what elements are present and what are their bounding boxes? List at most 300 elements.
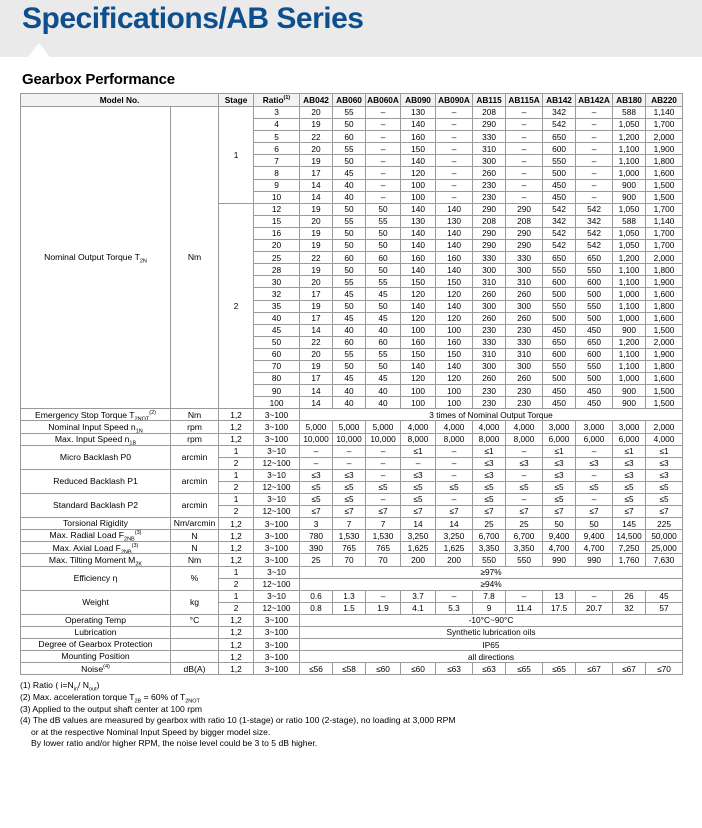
torque-AB220: 1,600 [646, 312, 683, 324]
value-AB115A: ≤3 [506, 457, 543, 469]
stage-cell: 1 [219, 590, 254, 602]
value-AB042: 390 [300, 542, 333, 554]
value-AB115: ≤7 [473, 506, 506, 518]
footnote-2: (2) Max. acceleration torque $T_{2B} = 60\%$ of $T_{2NOT}$ [20, 692, 200, 705]
torque-AB220: 2,000 [646, 336, 683, 348]
value-AB142A: 4,700 [576, 542, 613, 554]
value-AB220: ≤5 [646, 494, 683, 506]
value-AB090A: – [436, 469, 473, 481]
torque-AB042: 20 [300, 215, 333, 227]
torque-AB042: 14 [300, 324, 333, 336]
header-model-no: Model No. [21, 94, 219, 107]
torque-AB060: 60 [333, 252, 366, 264]
torque-AB115: 330 [473, 252, 506, 264]
torque-AB060A: 50 [366, 227, 401, 239]
value-AB115A: – [506, 445, 543, 457]
torque-AB142: 450 [543, 397, 576, 409]
value-AB115: 25 [473, 518, 506, 530]
value-AB090A: 4,000 [436, 421, 473, 433]
table-row [21, 421, 683, 433]
torque-AB220: 1,700 [646, 227, 683, 239]
ratio-cell: 3~100 [254, 627, 300, 639]
value-AB060A: 1,530 [366, 530, 401, 542]
row-unit: kg [171, 590, 219, 614]
value-AB115: 6,700 [473, 530, 506, 542]
row-label: Lubrication [21, 627, 171, 639]
torque-AB220: 1,600 [646, 288, 683, 300]
row-label: Degree of Gearbox Protection [21, 639, 171, 651]
value-AB115A: ≤7 [506, 506, 543, 518]
torque-AB090: 130 [401, 107, 436, 119]
torque-AB142: 500 [543, 312, 576, 324]
stage-cell: 1,2 [219, 530, 254, 542]
value-AB042: – [300, 457, 333, 469]
value-AB115A: 25 [506, 518, 543, 530]
ratio-cell: 12 [254, 203, 300, 215]
torque-AB115: 330 [473, 336, 506, 348]
value-AB090: 4,000 [401, 421, 436, 433]
value-AB090: ≤5 [401, 494, 436, 506]
value-AB060: ≤5 [333, 494, 366, 506]
stage-cell: 1,2 [219, 627, 254, 639]
value-AB090: ≤3 [401, 469, 436, 481]
footnote-4: (4) The dB values are measured by gearbox with ratio 10 (1-stage) or ratio 100 (2-stage), no loading at 3,000 RPM [20, 715, 456, 726]
torque-AB180: 1,100 [613, 300, 646, 312]
value-AB180: 3,000 [613, 421, 646, 433]
torque-AB090: 150 [401, 276, 436, 288]
header-model-AB115A: AB115A [506, 94, 543, 107]
value-AB060: 7 [333, 518, 366, 530]
torque-AB142A: – [576, 191, 613, 203]
row-label: Nominal Input Speed $n_{1N}$ [21, 421, 171, 433]
value-AB060: 1,530 [333, 530, 366, 542]
torque-AB060A: – [366, 167, 401, 179]
row-unit: rpm [171, 421, 219, 433]
value-AB042: ≤5 [300, 494, 333, 506]
row-unit: dB(A) [171, 663, 219, 675]
value-AB060: – [333, 457, 366, 469]
value-AB060A: 1.9 [366, 602, 401, 614]
torque-AB060: 50 [333, 227, 366, 239]
ratio-cell: 100 [254, 397, 300, 409]
torque-AB060A: – [366, 179, 401, 191]
stage-cell: 1,2 [219, 554, 254, 566]
merged-value-cell: ≥94% [300, 578, 683, 590]
header-model-AB220: AB220 [646, 94, 683, 107]
value-AB060A: – [366, 445, 401, 457]
torque-AB115: 310 [473, 276, 506, 288]
torque-AB042: 17 [300, 288, 333, 300]
value-AB180: ≤3 [613, 457, 646, 469]
stage-cell: 2 [219, 506, 254, 518]
torque-AB090A: – [436, 131, 473, 143]
merged-value-cell: ≥97% [300, 566, 683, 578]
torque-AB042: 22 [300, 131, 333, 143]
torque-AB090: 100 [401, 397, 436, 409]
torque-AB042: 19 [300, 240, 333, 252]
value-AB115: 7.8 [473, 590, 506, 602]
stage-cell: 1,2 [219, 421, 254, 433]
value-AB180: 6,000 [613, 433, 646, 445]
value-AB115A: 8,000 [506, 433, 543, 445]
torque-AB115A: – [506, 179, 543, 191]
torque-AB142A: 542 [576, 240, 613, 252]
value-AB090: ≤7 [401, 506, 436, 518]
value-AB142A: ≤3 [576, 457, 613, 469]
torque-AB220: 1,700 [646, 240, 683, 252]
ratio-cell: 40 [254, 312, 300, 324]
torque-AB060A: 55 [366, 348, 401, 360]
value-AB115A: ≤5 [506, 481, 543, 493]
value-AB115: 4,000 [473, 421, 506, 433]
torque-AB142: 500 [543, 373, 576, 385]
row-label: Noise$^{(4)}$ [21, 663, 171, 675]
torque-AB090: 160 [401, 252, 436, 264]
torque-AB060: 50 [333, 264, 366, 276]
value-AB180: 32 [613, 602, 646, 614]
torque-AB042: 17 [300, 373, 333, 385]
torque-AB115: 260 [473, 373, 506, 385]
stage-cell: 1,2 [219, 614, 254, 626]
header-model-AB180: AB180 [613, 94, 646, 107]
value-AB060: – [333, 445, 366, 457]
ratio-cell: 12~100 [254, 457, 300, 469]
ratio-cell: 6 [254, 143, 300, 155]
torque-AB115A: 290 [506, 203, 543, 215]
header-stage: Stage [219, 94, 254, 107]
value-AB115: ≤5 [473, 494, 506, 506]
torque-AB060: 45 [333, 288, 366, 300]
row-unit [171, 651, 219, 663]
torque-AB142A: 342 [576, 215, 613, 227]
torque-AB142A: 550 [576, 360, 613, 372]
header-model-AB042: AB042 [300, 94, 333, 107]
merged-value-cell: all directions [300, 651, 683, 663]
torque-AB115A: 300 [506, 264, 543, 276]
torque-AB220: 1,500 [646, 191, 683, 203]
torque-AB142: 600 [543, 276, 576, 288]
torque-AB142: 500 [543, 167, 576, 179]
torque-AB042: 20 [300, 143, 333, 155]
torque-AB060A: – [366, 119, 401, 131]
value-AB060: ≤7 [333, 506, 366, 518]
value-AB090A: – [436, 494, 473, 506]
torque-AB060A: – [366, 131, 401, 143]
torque-AB042: 17 [300, 167, 333, 179]
table-row [21, 554, 683, 566]
torque-AB115: 330 [473, 131, 506, 143]
ratio-cell: 3~10 [254, 469, 300, 481]
ratio-cell: 3~100 [254, 409, 300, 421]
torque-AB115: 208 [473, 215, 506, 227]
value-AB115A: – [506, 590, 543, 602]
torque-AB090A: 140 [436, 240, 473, 252]
torque-AB060: 50 [333, 155, 366, 167]
merged-value-cell: 3 times of Nominal Output Torque [300, 409, 683, 421]
torque-AB042: 14 [300, 179, 333, 191]
row-label: Torsional Rigidity [21, 518, 171, 530]
value-AB142: ≤3 [543, 457, 576, 469]
torque-AB220: 1,900 [646, 143, 683, 155]
value-AB060: 70 [333, 554, 366, 566]
torque-AB180: 1,050 [613, 203, 646, 215]
torque-AB142: 550 [543, 155, 576, 167]
torque-AB220: 1,500 [646, 397, 683, 409]
torque-AB060: 45 [333, 312, 366, 324]
table-row [21, 566, 683, 578]
ratio-cell: 3~100 [254, 651, 300, 663]
ratio-cell: 16 [254, 227, 300, 239]
torque-AB115A: – [506, 131, 543, 143]
header-model-AB060A: AB060A [367, 94, 399, 105]
value-AB042: 0.6 [300, 590, 333, 602]
torque-AB060A: – [366, 155, 401, 167]
torque-AB090: 140 [401, 300, 436, 312]
page-title-sub: AB Series [226, 2, 364, 35]
value-AB090A: 8,000 [436, 433, 473, 445]
torque-AB090A: 120 [436, 312, 473, 324]
value-AB115: 550 [473, 554, 506, 566]
torque-AB220: 1,600 [646, 167, 683, 179]
torque-AB060A: 40 [366, 324, 401, 336]
ratio-cell: 5 [254, 131, 300, 143]
torque-AB180: 1,000 [613, 167, 646, 179]
value-AB142: 3,000 [543, 421, 576, 433]
torque-AB042: 19 [300, 155, 333, 167]
torque-AB042: 19 [300, 203, 333, 215]
row-unit: Nm/arcmin [171, 518, 219, 530]
torque-AB115A: 260 [506, 288, 543, 300]
torque-AB090: 140 [401, 240, 436, 252]
torque-AB142: 450 [543, 179, 576, 191]
value-AB042: – [300, 445, 333, 457]
torque-AB090: 140 [401, 119, 436, 131]
torque-AB090A: 160 [436, 336, 473, 348]
value-AB090A: 3,250 [436, 530, 473, 542]
torque-AB142A: 650 [576, 252, 613, 264]
value-AB090A: – [436, 590, 473, 602]
torque-AB180: 1,100 [613, 155, 646, 167]
torque-AB142: 342 [543, 107, 576, 119]
torque-AB142A: 500 [576, 288, 613, 300]
torque-AB115: 260 [473, 288, 506, 300]
value-AB060A: 70 [366, 554, 401, 566]
torque-AB115A: 300 [506, 300, 543, 312]
ratio-cell: 25 [254, 252, 300, 264]
value-AB180: ≤67 [613, 663, 646, 675]
torque-AB060A: 50 [366, 264, 401, 276]
row-unit: °C [171, 614, 219, 626]
torque-AB090A: – [436, 107, 473, 119]
torque-AB090: 120 [401, 288, 436, 300]
torque-AB115A: 290 [506, 240, 543, 252]
torque-AB090A: 140 [436, 264, 473, 276]
torque-AB060: 55 [333, 348, 366, 360]
ratio-cell: 3~100 [254, 518, 300, 530]
table-row [21, 590, 683, 602]
ratio-cell: 12~100 [254, 602, 300, 614]
value-AB090: ≤60 [401, 663, 436, 675]
value-AB142A: ≤7 [576, 506, 613, 518]
value-AB060A: ≤7 [366, 506, 401, 518]
header-model-AB142A: AB142A [576, 94, 613, 107]
value-AB180: 145 [613, 518, 646, 530]
torque-AB180: 1,100 [613, 348, 646, 360]
value-AB090A: ≤63 [436, 663, 473, 675]
torque-AB060: 45 [333, 373, 366, 385]
torque-AB060A: – [366, 191, 401, 203]
ratio-cell: 3~10 [254, 494, 300, 506]
torque-AB180: 1,100 [613, 264, 646, 276]
torque-AB090A: 120 [436, 373, 473, 385]
torque-AB142A: 542 [576, 203, 613, 215]
torque-AB142A: 550 [576, 300, 613, 312]
torque-AB115: 300 [473, 264, 506, 276]
torque-AB142A: – [576, 107, 613, 119]
torque-AB142A: 600 [576, 276, 613, 288]
torque-AB090A: 100 [436, 397, 473, 409]
stage-cell: 1 [219, 566, 254, 578]
value-AB142: ≤5 [543, 494, 576, 506]
torque-AB180: 1,100 [613, 360, 646, 372]
ratio-cell: 35 [254, 300, 300, 312]
torque-AB115: 230 [473, 324, 506, 336]
torque-AB090: 140 [401, 360, 436, 372]
value-AB042: 0.8 [300, 602, 333, 614]
torque-AB090: 120 [401, 167, 436, 179]
stage-cell: 2 [219, 602, 254, 614]
torque-AB115A: – [506, 167, 543, 179]
torque-AB060A: 50 [366, 240, 401, 252]
ratio-cell: 15 [254, 215, 300, 227]
value-AB060A: 7 [366, 518, 401, 530]
torque-AB090A: 140 [436, 227, 473, 239]
torque-AB142A: 600 [576, 348, 613, 360]
torque-AB060A: 60 [366, 252, 401, 264]
ratio-cell: 7 [254, 155, 300, 167]
value-AB220: 4,000 [646, 433, 683, 445]
torque-AB220: 1,500 [646, 324, 683, 336]
torque-AB090A: 140 [436, 360, 473, 372]
torque-AB090: 140 [401, 227, 436, 239]
footnotes [20, 680, 702, 750]
torque-AB115: 300 [473, 155, 506, 167]
row-unit: rpm [171, 433, 219, 445]
torque-AB090A: 140 [436, 203, 473, 215]
torque-AB060: 40 [333, 179, 366, 191]
value-AB142A: – [576, 445, 613, 457]
table-container [0, 93, 702, 675]
row-label: Emergency Stop Torque $T_{2NOT}^{(2)}$ [21, 409, 171, 421]
page-title [22, 2, 364, 36]
value-AB042: ≤3 [300, 469, 333, 481]
value-AB220: ≤3 [646, 469, 683, 481]
torque-AB090A: – [436, 155, 473, 167]
value-AB060A: – [366, 457, 401, 469]
torque-AB090A: 100 [436, 385, 473, 397]
value-AB115: ≤3 [473, 469, 506, 481]
ratio-cell: 80 [254, 373, 300, 385]
value-AB180: ≤7 [613, 506, 646, 518]
ratio-cell: 28 [254, 264, 300, 276]
torque-AB060: 55 [333, 107, 366, 119]
row-unit: N [171, 542, 219, 554]
value-AB220: 2,000 [646, 421, 683, 433]
torque-AB115A: 208 [506, 215, 543, 227]
value-AB090: 200 [401, 554, 436, 566]
torque-AB180: 900 [613, 191, 646, 203]
torque-AB115: 230 [473, 191, 506, 203]
ratio-cell: 10 [254, 191, 300, 203]
torque-AB142: 342 [543, 215, 576, 227]
torque-AB060A: 50 [366, 300, 401, 312]
torque-AB142A: – [576, 119, 613, 131]
torque-AB090: 100 [401, 324, 436, 336]
table-row [21, 469, 683, 481]
ratio-cell: 12~100 [254, 481, 300, 493]
torque-AB115: 230 [473, 179, 506, 191]
value-AB115: ≤63 [473, 663, 506, 675]
value-AB142: 4,700 [543, 542, 576, 554]
torque-AB180: 1,050 [613, 119, 646, 131]
torque-AB090A: 100 [436, 324, 473, 336]
table-row [21, 651, 683, 663]
torque-AB142: 550 [543, 360, 576, 372]
value-AB090: 3.7 [401, 590, 436, 602]
row-unit: % [171, 566, 219, 590]
ratio-cell: 60 [254, 348, 300, 360]
torque-AB142: 450 [543, 385, 576, 397]
table-body [21, 107, 683, 675]
torque-AB180: 588 [613, 215, 646, 227]
torque-AB060A: 50 [366, 203, 401, 215]
row-label: Operating Temp [21, 614, 171, 626]
ratio-cell: 90 [254, 385, 300, 397]
stage-cell: 2 [219, 481, 254, 493]
torque-AB142: 550 [543, 264, 576, 276]
torque-AB060A: 45 [366, 373, 401, 385]
value-AB220: ≤3 [646, 457, 683, 469]
value-AB042: 10,000 [300, 433, 333, 445]
value-AB142A: 990 [576, 554, 613, 566]
footnote-4-line3: By lower ratio and/or higher RPM, the noise level could be 3 to 5 dB higher. [31, 738, 318, 749]
row-label: Mounting Position [21, 651, 171, 663]
value-AB060: 1.3 [333, 590, 366, 602]
torque-AB180: 1,000 [613, 373, 646, 385]
value-AB090: 14 [401, 518, 436, 530]
torque-AB090A: 130 [436, 215, 473, 227]
torque-AB090A: 150 [436, 276, 473, 288]
torque-AB180: 1,100 [613, 143, 646, 155]
value-AB220: ≤7 [646, 506, 683, 518]
value-AB220: 57 [646, 602, 683, 614]
value-AB180: 7,250 [613, 542, 646, 554]
torque-AB115: 300 [473, 300, 506, 312]
value-AB090A: 14 [436, 518, 473, 530]
torque-AB090: 150 [401, 143, 436, 155]
torque-AB042: 22 [300, 252, 333, 264]
table-row [21, 494, 683, 506]
ratio-cell: 3~100 [254, 421, 300, 433]
value-AB115: 8,000 [473, 433, 506, 445]
header-model-AB142: AB142 [543, 94, 576, 107]
torque-AB142A: 500 [576, 373, 613, 385]
value-AB180: 26 [613, 590, 646, 602]
torque-AB180: 1,050 [613, 240, 646, 252]
torque-AB180: 1,200 [613, 131, 646, 143]
stage-cell: 1,2 [219, 542, 254, 554]
value-AB180: ≤5 [613, 494, 646, 506]
